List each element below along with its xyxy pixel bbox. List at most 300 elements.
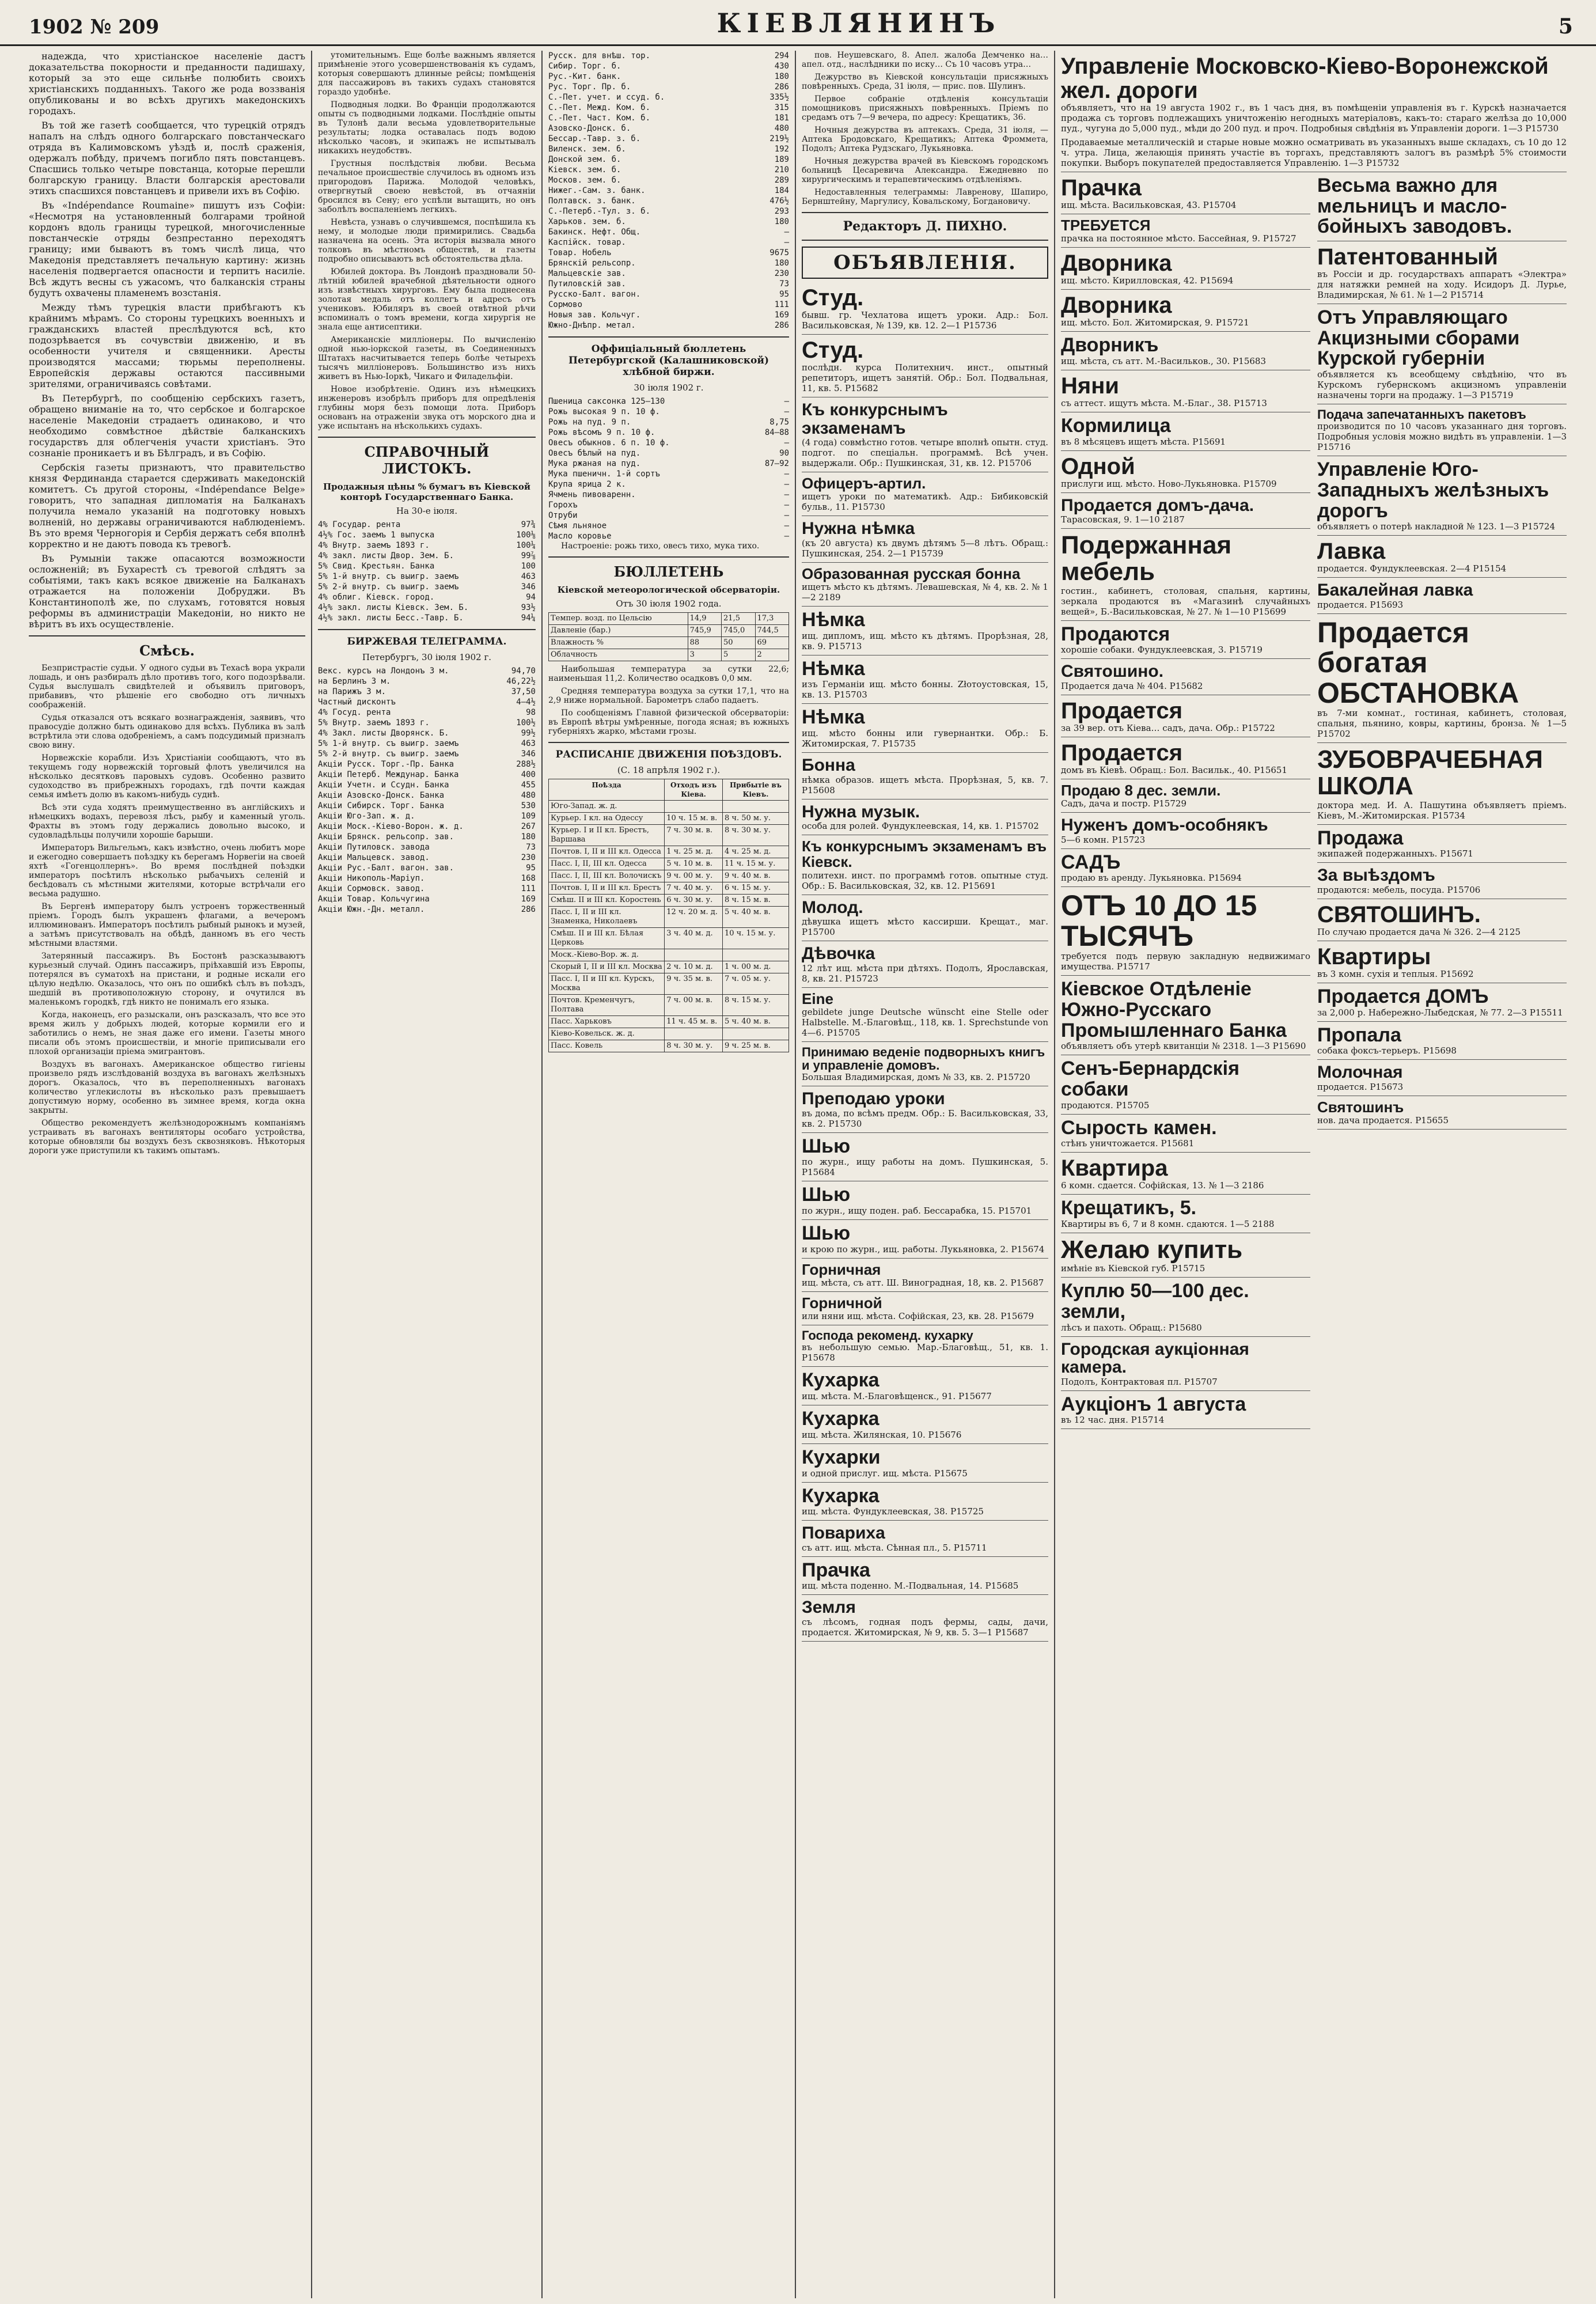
- list-row: [548, 300, 789, 310]
- classified-ad: [1061, 1337, 1310, 1391]
- ad-body: 12 лѣт ищ. мѣста при дѣтяхъ. Подолъ, Ярославская, 8, кв. 21. Р15723: [802, 962, 1048, 984]
- meteo-cell: 21,5: [722, 613, 755, 625]
- ad-body: ищетъ мѣсто къ дѣтямъ. Левашевская, № 4, кв. 2. № 1—2 2189: [802, 582, 1048, 603]
- schedule-cell: 8 ч. 15 м. у.: [722, 995, 788, 1016]
- ad-title: Повариха: [802, 1524, 885, 1543]
- classified-ad: [1061, 887, 1310, 976]
- ad-body: 6 комн. сдается. Софійская, 13. № 1—3 2186: [1061, 1180, 1264, 1191]
- ad-body: ищ. мѣста. М.-Благовѣщенск., 91. Р15677: [802, 1391, 992, 1402]
- ad-title: Къ конкурснымъ экзаменамъ: [802, 400, 948, 438]
- meteo-cell: Влажность %: [549, 637, 688, 649]
- ad-title: Молочная: [1317, 1063, 1403, 1082]
- row-label: Донской зем. б.: [548, 155, 621, 164]
- classified-ad: [1317, 825, 1567, 863]
- row-label: Сибир. Торг. б.: [548, 62, 621, 71]
- column-1: [23, 51, 311, 2298]
- row-label: Русск. для внѣш. тор.: [548, 51, 651, 60]
- paragraph: Американскіе милліонеры. По вычисленію одной нью-іоркской газеты, въ Соединенныхъ Штатахъ насчитывается теперь болѣе четырехъ тысячъ милліонеровъ. Большинство изъ нихъ живетъ въ Нью-Іоркѣ, Чикаго и Филадельфіи.: [318, 335, 536, 381]
- classified-ad: [1061, 1055, 1310, 1114]
- section-title-smes: Смѣсь.: [139, 642, 195, 659]
- classified-ad: [1061, 1195, 1310, 1233]
- paragraph: Въ Бергенѣ императору былъ устроенъ торжественный пріемъ. Городъ былъ украшенъ флагами, а вечеромъ иллюминованъ. Императоръ посѣтилъ рыбный рынокъ и музей, а затѣмъ присутствовалъ на обѣдѣ, данномъ въ его честь мѣстными властями.: [29, 902, 305, 948]
- schedule-cell: 1 ч. 25 м. д.: [665, 846, 723, 858]
- row-value: 480: [774, 124, 789, 133]
- ad-title: Нѣмка: [802, 609, 865, 631]
- list-row: [318, 687, 536, 697]
- ad-title: Кормилица: [1061, 414, 1171, 437]
- column-2: [311, 51, 541, 2298]
- ad-body: ищ. мѣсто. Бол. Житомирская, 9. Р15721: [1061, 317, 1249, 328]
- row-value: —: [784, 438, 789, 448]
- ad-title: САДЪ: [1061, 851, 1121, 873]
- list-row: [318, 592, 536, 602]
- row-value: 97¾: [521, 520, 536, 529]
- row-label: Путиловскій зав.: [548, 279, 626, 289]
- row-value: 181: [774, 113, 789, 123]
- ad-title: Дворника: [1061, 251, 1172, 276]
- meteo-cell: 745,0: [722, 625, 755, 637]
- ad-body: особа для ролей. Фундуклеевская, 14, кв. 1. Р15702: [802, 821, 1039, 832]
- classified-ad: [802, 1181, 1048, 1220]
- ads-left: [1061, 172, 1310, 1429]
- schedule-cell: 5 ч. 40 м. в.: [722, 1016, 788, 1028]
- row-value: —: [784, 228, 789, 237]
- ad-title: Принимаю веденіе подворныхъ книгъ и управленіе домовъ.: [802, 1045, 1045, 1073]
- ad-title: Весьма важно для мельницъ и масло-бойныхъ заводовъ.: [1317, 175, 1512, 238]
- meteo-row: [549, 625, 789, 637]
- ad-title: Прачка: [1061, 175, 1142, 200]
- schedule-cell: 10 ч. 15 м. в.: [665, 813, 723, 825]
- list-row: [318, 676, 536, 687]
- list-row: [548, 113, 789, 123]
- row-value: 400: [521, 770, 536, 779]
- ad-title: Шью: [802, 1135, 851, 1157]
- ad-title: ОТЪ 10 ДО 15 ТЫСЯЧЪ: [1061, 889, 1257, 952]
- schedule-cell: 10 ч. 15 м. у.: [722, 928, 788, 949]
- paragraph: пов. Неушевскаго, 8. Апел. жалоба Демченко на… апел. отд., наслѣдники по иску… Съ 10 часовъ утра…: [802, 51, 1048, 69]
- ad-title: ЗУБОВРАЧЕБНАЯ ШКОЛА: [1317, 745, 1543, 801]
- ad-body: лѣсъ и пахоть. Обращ.: Р15680: [1061, 1322, 1202, 1333]
- paragraph: Средняя температура воздуха за сутки 17,1, что на 2,9 ниже нормальной. Барометръ слабо падаетъ.: [548, 687, 789, 705]
- row-value: 180: [521, 832, 536, 842]
- ad-body: ищ. мѣста. Фундуклеевская, 38. Р15725: [802, 1506, 984, 1517]
- classified-ad: [1061, 779, 1310, 813]
- paragraph: Между тѣмъ турецкія власти прибѣгаютъ къ крайнимъ мѣрамъ. Со стороны турецкихъ военныхъ и гражданскихъ властей преслѣдуются всѣ, кто подозрѣвается въ сочувствіи движенію, и въ особенности учителя и священники. Аресты производятся массами; тюрьмы переполнены. Европейскія державы остаются пассивными зрителями, ограничиваясь совѣтами.: [29, 302, 305, 389]
- divider: [802, 240, 1048, 241]
- schedule-row: [549, 801, 789, 813]
- meteo-cell: Давленіе (бар.): [549, 625, 688, 637]
- row-value: 267: [521, 822, 536, 831]
- ad-title: Нѣмка: [802, 706, 865, 729]
- classified-ad: [802, 895, 1048, 942]
- row-value: 169: [774, 310, 789, 320]
- ad-title: Eine: [802, 990, 833, 1007]
- row-label: 4% Государ. рента: [318, 520, 401, 529]
- ad-body: Тарасовская, 9. 1—10 2187: [1061, 514, 1185, 525]
- row-label: Мальцевскіе зав.: [548, 269, 626, 278]
- row-value: 100: [521, 562, 536, 571]
- row-label: Брянскій рельсопр.: [548, 259, 636, 268]
- row-value: 476½: [769, 196, 789, 206]
- schedule-cell: 5 ч. 40 м. в.: [722, 907, 788, 928]
- divider: [802, 212, 1048, 213]
- ad-body: прислуги ищ. мѣсто. Ново-Лукьяновка. Р15709: [1061, 478, 1277, 489]
- classified-ad: [1317, 304, 1567, 404]
- row-label: Рожь высокая 9 п. 10 ф.: [548, 407, 660, 416]
- row-label: Ячмень пивоваренн.: [548, 490, 636, 499]
- ad-body: продаются: мебель, посуда. Р15706: [1317, 884, 1481, 895]
- list-row: [318, 904, 536, 915]
- ad-body: гостин., кабинетъ, столовая, спальня, картины, зеркала продаются въ «Магазинѣ случайныхъ вещей», Б.-Васильковская, № 27. № 1—10 Р15699: [1061, 585, 1310, 617]
- schedule-cell: 2 ч. 10 м. д.: [665, 961, 723, 973]
- list-row: [548, 217, 789, 227]
- meteo-cell: 50: [722, 637, 755, 649]
- classified-ad: [1317, 941, 1567, 983]
- row-value: 100⅛: [516, 530, 536, 540]
- row-label: 4% облиг. Кіевск. город.: [318, 593, 435, 602]
- classified-ad: [1061, 172, 1310, 214]
- row-value: 346: [521, 749, 536, 759]
- schedule-table: [548, 779, 789, 1052]
- row-label: Рожь вѣсомъ 9 п. 10 ф.: [548, 428, 655, 437]
- classified-ad: [1061, 451, 1310, 493]
- paragraph: Дежурство въ Кіевской консультаціи присяжныхъ повѣренныхъ. Среда, 31 іюля, — прис. пов. Шулинъ.: [802, 73, 1048, 91]
- grain-bulletin-date: 30 іюля 1902 г.: [634, 382, 704, 393]
- list-row: [318, 530, 536, 540]
- row-label: Акціи Азовско-Донск. Банка: [318, 791, 445, 800]
- paragraph: Подводныя лодки. Во Франціи продолжаются опыты съ подводными лодками. Послѣдніе опыты въ Тулонѣ дали весьма удовлетворительные результаты; лодка оставалась подъ водою нѣсколько часовъ, и экипажъ не испытывалъ никакихъ неудобствъ.: [318, 100, 536, 156]
- meteo-date: Отъ 30 іюля 1902 года.: [616, 598, 722, 609]
- rates-list: [318, 520, 536, 623]
- list-row: [548, 61, 789, 71]
- ad-title: Кухарки: [802, 1446, 881, 1468]
- row-value: —: [784, 238, 789, 247]
- ad-title: Дѣвочка: [802, 944, 875, 964]
- row-value: 168: [521, 874, 536, 883]
- ad-title: Офицеръ-артил.: [802, 475, 926, 492]
- ad-title: Куплю 50—100 дес. земли,: [1061, 1280, 1249, 1322]
- row-value: 293: [774, 207, 789, 216]
- schedule-row: [549, 973, 789, 995]
- ad-title: Дворникъ: [1061, 334, 1159, 357]
- ad-body: 5—6 комн. Р15723: [1061, 834, 1146, 845]
- row-value: 289: [774, 176, 789, 185]
- ad-body: дѣвушка ищетъ мѣсто кассирши. Крещат., маг. Р15700: [802, 916, 1048, 938]
- ad-body: въ 8 мѣсяцевъ ищетъ мѣста. Р15691: [1061, 436, 1226, 447]
- ad-body: имѣніе въ Кіевской губ. Р15715: [1061, 1263, 1205, 1274]
- ad-title: Продается: [1061, 698, 1183, 723]
- row-label: Москов. зем. б.: [548, 176, 621, 185]
- list-row: [318, 894, 536, 904]
- ad-title: Подача запечатанныхъ пакетовъ: [1317, 407, 1526, 422]
- ad-body: въ 12 час. дня. Р15714: [1061, 1415, 1165, 1426]
- ad-body: по журн., ищу работы на домъ. Пушкинская, 5. Р15684: [802, 1157, 1048, 1178]
- classified-ad: [802, 1325, 1048, 1367]
- paragraph: надежда, что христіанское населеніе дастъ доказательства покорности и преданности падишаху, который за это еще сильнѣе полюбить своихъ христіанскихъ подданныхъ. Такого же рода воззванія опубликованы и во всѣхъ другихъ македонскихъ городахъ.: [29, 51, 305, 116]
- paragraph: Невѣста, узнавъ о случившемся, поспѣшила къ нему, и молодые люди примирились. Свадьба назначена на осень. Эта исторія вызвала много толковъ въ мѣстномъ обществѣ, и газеты подробно описываютъ всѣ обстоятельства дѣла.: [318, 218, 536, 264]
- ad-body: хорошіе собаки. Фундуклеевская, 3. Р15719: [1061, 645, 1263, 655]
- ad-title: Квартиры: [1317, 943, 1431, 969]
- classified-ad: [1061, 737, 1310, 779]
- paragraph: Ночныя дежурства врачей въ Кіевскомъ городскомъ больницѣ Цесаревича Александра. Ежедневно по хирургическимъ и терапевтическимъ отдѣленіямъ.: [802, 157, 1048, 184]
- row-value: —: [784, 532, 789, 541]
- ad-body: ищ. дипломъ, ищ. мѣсто къ дѣтямъ. Прорѣзная, 28, кв. 9. Р15713: [802, 630, 1048, 651]
- schedule-cell: [665, 949, 723, 961]
- row-value: 73: [526, 843, 536, 852]
- schedule-cell: [665, 1028, 723, 1040]
- list-row: [548, 396, 789, 407]
- paragraph: Общество рекомендуетъ желѣзнодорожнымъ компаніямъ устраивать въ вагонахъ вентиляторы особаго устройства, которые обновляли бы воздухъ безъ сквозняковъ. Нѣкоторыя дороги уже приступили къ такимъ опытамъ.: [29, 1119, 305, 1155]
- ad-body: производится по 10 часовъ указаннаго дня торговъ. Подробныя условія можно видѣть въ управленіи. 1—3 Р15716: [1317, 421, 1567, 453]
- ad-title: Отъ Управляющаго Акцизными сборами Курской губерніи: [1317, 306, 1520, 370]
- ad-title: Продается: [1061, 740, 1183, 766]
- ad-title: Образованная русская бонна: [802, 564, 1021, 582]
- row-value: 94,70: [511, 666, 536, 676]
- list-row: [548, 144, 789, 154]
- ad-body: Большая Владимирская, домъ № 33, кв. 2. Р15720: [802, 1072, 1030, 1083]
- ad-title: Одной: [1061, 453, 1135, 479]
- meteo-row: [549, 637, 789, 649]
- row-value: 8,75: [769, 418, 789, 427]
- row-value: 180: [774, 259, 789, 268]
- paragraph: Норвежскіе корабли. Изъ Христіаніи сообщаютъ, что въ текущемъ году норвежскій торговый флотъ увеличился на нѣсколько десятковъ паровыхъ судовъ. Особенно развито судоходство въ прибрежныхъ городахъ, гдѣ почти каждая семья имѣетъ долю въ какомъ-нибудь суднѣ.: [29, 753, 305, 799]
- row-label: Овесъ обыкнов. 6 п. 10 ф.: [548, 438, 670, 448]
- row-value: 180: [774, 217, 789, 226]
- row-value: 109: [521, 812, 536, 821]
- ad-body: съ лѣсомъ, годная подъ фермы, сады, дачи, продается. Житомирская, № 9, кв. 5. 3—1 Р15687: [802, 1616, 1048, 1638]
- ad-title: Патентованный: [1317, 244, 1498, 270]
- row-label: Мука пшеничн. 1-й сортъ: [548, 469, 660, 479]
- ads-list: [802, 282, 1048, 1642]
- schedule-cell: 8 ч. 50 м. у.: [722, 813, 788, 825]
- classified-ad: [1061, 248, 1310, 290]
- ad-body: нов. дача продается. Р15655: [1317, 1115, 1449, 1126]
- ad-body: продаются. Р15705: [1061, 1100, 1150, 1111]
- row-label: Товар. Нобель: [548, 248, 612, 257]
- paragraph: Первое собраніе отдѣленія консультаціи помощниковъ присяжныхъ повѣренныхъ. Пріемъ по средамъ отъ 7—9 вечера, по адресу: Крещатикъ, 36.: [802, 94, 1048, 122]
- divider: [318, 629, 536, 630]
- grain-bulletin-title: Оффиціальный бюллетень Петербургской (Калашниковской) хлѣбной биржи.: [568, 343, 769, 378]
- classified-ad: [1061, 493, 1310, 529]
- row-value: —: [784, 397, 789, 406]
- ad-title: Сырость камен.: [1061, 1116, 1217, 1139]
- ad-title: Къ конкурснымъ экзаменамъ въ Кіевск.: [802, 838, 1047, 871]
- ad-body: въ 3 комн. сухія и теплыя. Р15692: [1317, 968, 1474, 979]
- paragraph: Всѣ эти суда ходятъ преимущественно въ англійскихъ и нѣмецкихъ водахъ, перевозя лѣсъ, рыбу и каменный уголь. Фрахты въ этомъ году держались довольно высоко, и судовладѣльцы получили хорошіе барыши.: [29, 803, 305, 840]
- row-value: 230: [521, 853, 536, 862]
- classified-ad: [1061, 1153, 1310, 1195]
- ad-title: Нужна музык.: [802, 802, 920, 821]
- ad-body: По случаю продается дача № 326. 2—4 2125: [1317, 926, 1521, 937]
- row-label: Акціи Мальцевск. завод.: [318, 853, 430, 862]
- classified-ad: [1061, 412, 1310, 451]
- schedule-cell: 11 ч. 15 м. у.: [722, 858, 788, 870]
- classified-ad: [1061, 621, 1310, 660]
- ad-body: нѣмка образов. ищетъ мѣста. Прорѣзная, 5, кв. 7. Р15608: [802, 774, 1048, 795]
- meteo-text: [548, 665, 789, 736]
- row-label: Нижег.-Сам. з. банк.: [548, 186, 646, 195]
- ad-body: продается. Фундуклеевская. 2—4 Р15154: [1317, 563, 1507, 574]
- row-label: 4% Внутр. заемъ 1893 г.: [318, 541, 430, 550]
- list-row: [318, 718, 536, 728]
- row-value: 94¼: [521, 613, 536, 623]
- row-value: —: [784, 501, 789, 510]
- ad-body: бывш. гр. Чехлатова ищетъ уроки. Адр.: Бол. Васильковская, № 139, кв. 12. 2—1 Р15736: [802, 310, 1048, 331]
- row-label: Акціи Русск. Торг.-Пр. Банка: [318, 760, 454, 769]
- schedule-cell: 9 ч. 35 м. в.: [665, 973, 723, 995]
- row-label: 4% закл. листы Двор. Зем. Б.: [318, 551, 454, 560]
- list-row: [318, 551, 536, 561]
- schedule-row: [549, 858, 789, 870]
- row-value: 286: [521, 905, 536, 914]
- schedule-row: [549, 813, 789, 825]
- schedule-cell: 9 ч. 25 м. в.: [722, 1040, 788, 1052]
- ads-title: ОБЪЯВЛЕНІЯ.: [802, 247, 1048, 279]
- row-label: 5% Внутр. заемъ 1893 г.: [318, 718, 430, 727]
- schedule-cell: Пасс. I, II, III кл. Волочискъ: [549, 870, 665, 882]
- paragraph: Грустныя послѣдствія любви. Весьма печальное происшествіе случилось въ одномъ изъ пригородовъ Парижа. Молодой человѣкъ, отвергнутый своею невѣстой, въ отчаяніи бросился въ Сену; его успѣли вытащить, но онъ заболѣлъ воспаленіемъ легкихъ.: [318, 159, 536, 214]
- row-value: 346: [521, 582, 536, 592]
- schedule-row: [549, 1016, 789, 1028]
- ad-body: домъ въ Кіевѣ. Обращ.: Бол. Васильк., 40. Р15651: [1061, 764, 1288, 775]
- schedule-row: [549, 882, 789, 895]
- schedule-cell: 1 ч. 00 м. д.: [722, 961, 788, 973]
- classified-ad: [1061, 1278, 1310, 1336]
- row-label: Азовско-Донск. б.: [548, 124, 631, 133]
- row-value: 315: [774, 103, 789, 112]
- row-label: С.-Пет. учет. и ссуд. б.: [548, 93, 665, 102]
- ad-body: экипажей подержанныхъ. Р15671: [1317, 848, 1473, 859]
- row-value: 184: [774, 186, 789, 195]
- list-row: [548, 279, 789, 289]
- row-label: Южно-Днѣпр. метал.: [548, 321, 636, 330]
- schedule-row: [549, 949, 789, 961]
- schedule-cell: Моск.-Кіево-Вор. ж. д.: [549, 949, 665, 961]
- list-row: [548, 268, 789, 279]
- schedule-cell: 7 ч. 00 м. в.: [665, 995, 723, 1016]
- schedule-row: [549, 928, 789, 949]
- column-5: [1054, 51, 1572, 2298]
- row-value: 87—92: [764, 459, 789, 468]
- schedule-date: (С. 18 апрѣля 1902 г.).: [617, 765, 721, 775]
- classified-ad: [1061, 290, 1310, 332]
- classified-ad: [802, 835, 1048, 895]
- ad-body: Продается дача № 404. Р15682: [1061, 680, 1203, 691]
- row-label: Масло коровье: [548, 532, 612, 541]
- row-label: 5% Свид. Крестьян. Банка: [318, 562, 435, 571]
- page-number: 5: [1558, 14, 1573, 39]
- ad-title: Земля: [802, 1598, 856, 1617]
- classified-ad: [1061, 849, 1310, 888]
- list-row: [548, 82, 789, 92]
- schedule-cell: Смѣш. II и III кл. Коростень: [549, 895, 665, 907]
- row-label: 4½% закл. листы Кіевск. Зем. Б.: [318, 603, 469, 612]
- row-label: 4% Закл. листы Дворянск. Б.: [318, 729, 449, 738]
- ad-title: Сенъ-Бернардскія собаки: [1061, 1058, 1239, 1100]
- classified-ad: [802, 1405, 1048, 1444]
- row-label: Полтавск. з. банк.: [548, 196, 636, 206]
- row-value: 455: [521, 780, 536, 790]
- list-row: [318, 666, 536, 676]
- ad-body: gebildete junge Deutsche wünscht eine Stelle oder Halbstelle. М.-Благовѣщ., 118, кв. 1. Sprechstunde von 4—6. Р15705: [802, 1007, 1048, 1039]
- row-label: Акціи Товар. Кольчугина: [318, 895, 430, 904]
- row-label: на Парижъ 3 м.: [318, 687, 386, 696]
- classified-ad: [1317, 899, 1567, 941]
- list-row: [318, 873, 536, 884]
- news-notes: [802, 51, 1048, 206]
- meteo-cell: 14,9: [688, 613, 721, 625]
- ad-title: Горничная: [802, 1260, 881, 1278]
- list-row: [548, 417, 789, 427]
- schedule-cell: [665, 801, 723, 813]
- grain-list: [548, 396, 789, 541]
- ad-title: Бакалейная лавка: [1317, 581, 1473, 600]
- row-value: 192: [774, 145, 789, 154]
- classified-ad: [802, 1444, 1048, 1483]
- row-value: 98: [526, 708, 536, 717]
- ad-body: стѣнъ уничтожается. Р15681: [1061, 1138, 1195, 1149]
- list-row: [318, 811, 536, 821]
- row-label: Акціи Южн.-Дн. металл.: [318, 905, 425, 914]
- row-label: 4½% закл. листы Бесс.-Тавр. Б.: [318, 613, 464, 623]
- ad-title: ТРЕБУЕТСЯ: [1061, 217, 1151, 234]
- schedule-title: РАСПИСАНІЕ ДВИЖЕНІЯ ПОѢЗДОВЪ.: [555, 749, 782, 760]
- list-row: [548, 185, 789, 196]
- ad-body: съ аттест. ищутъ мѣста. М.-Благ., 38. Р15713: [1061, 397, 1267, 408]
- schedule-header-cell: Отходъ изъ Кіева.: [665, 779, 723, 801]
- classified-ad: [1317, 456, 1567, 536]
- schedule-row: [549, 961, 789, 973]
- row-value: 189: [774, 155, 789, 164]
- list-row: [318, 852, 536, 863]
- stocks-list: [548, 51, 789, 331]
- row-value: 111: [521, 884, 536, 893]
- schedule-cell: Кіево-Ковельск. ж. д.: [549, 1028, 665, 1040]
- classified-ad: [802, 799, 1048, 836]
- row-label: Рус.-Кит. банк.: [548, 72, 621, 81]
- railway-ad: [1061, 51, 1567, 172]
- schedule-cell: Пасс. I, II, III кл. Одесса: [549, 858, 665, 870]
- list-row: [318, 707, 536, 718]
- divider: [548, 556, 789, 558]
- ad-body: по журн., ищу поден. раб. Бессарабка, 15. Р15701: [802, 1206, 1032, 1217]
- classified-ad: [1317, 614, 1567, 744]
- row-value: 230: [774, 269, 789, 278]
- classified-ad: [1061, 332, 1310, 370]
- classified-ad: [1061, 1115, 1310, 1153]
- list-row: [548, 490, 789, 500]
- section-title-reference: СПРАВОЧНЫЙ ЛИСТОКЪ.: [364, 444, 490, 477]
- list-row: [318, 770, 536, 780]
- paragraph: Въ Румыніи также опасаются возможности осложненій; въ Бухарестѣ съ тревогой слѣдятъ за событіями, такъ какъ всякое движеніе на Балканахъ отражается на положеніи Добруджи. Въ Константинополѣ же, по слухамъ, готовятся новыя реформы въ администраціи Македоніи, но никто не вѣритъ въ ихъ осуществленіе.: [29, 553, 305, 630]
- classified-ad: [802, 1133, 1048, 1182]
- newspaper-title: КІЕВЛЯНИНЪ: [717, 7, 1001, 39]
- ad-title: Студ.: [802, 338, 864, 363]
- classified-ad: [802, 1595, 1048, 1642]
- schedule-cell: 11 ч. 45 м. в.: [665, 1016, 723, 1028]
- classified-ad: [1317, 404, 1567, 456]
- row-label: на Берлинъ 3 м.: [318, 677, 391, 686]
- classified-ad: [1317, 983, 1567, 1022]
- row-value: 99⅞: [521, 551, 536, 560]
- ad-body: съ атт. ищ. мѣста. Сѣнная пл., 5. Р15711: [802, 1542, 987, 1553]
- row-value: 9675: [769, 248, 789, 257]
- ads-right: [1317, 172, 1567, 1429]
- classified-ad: [802, 753, 1048, 799]
- row-value: 463: [521, 739, 536, 748]
- classified-ad: [1317, 578, 1567, 614]
- article-body: [29, 51, 305, 630]
